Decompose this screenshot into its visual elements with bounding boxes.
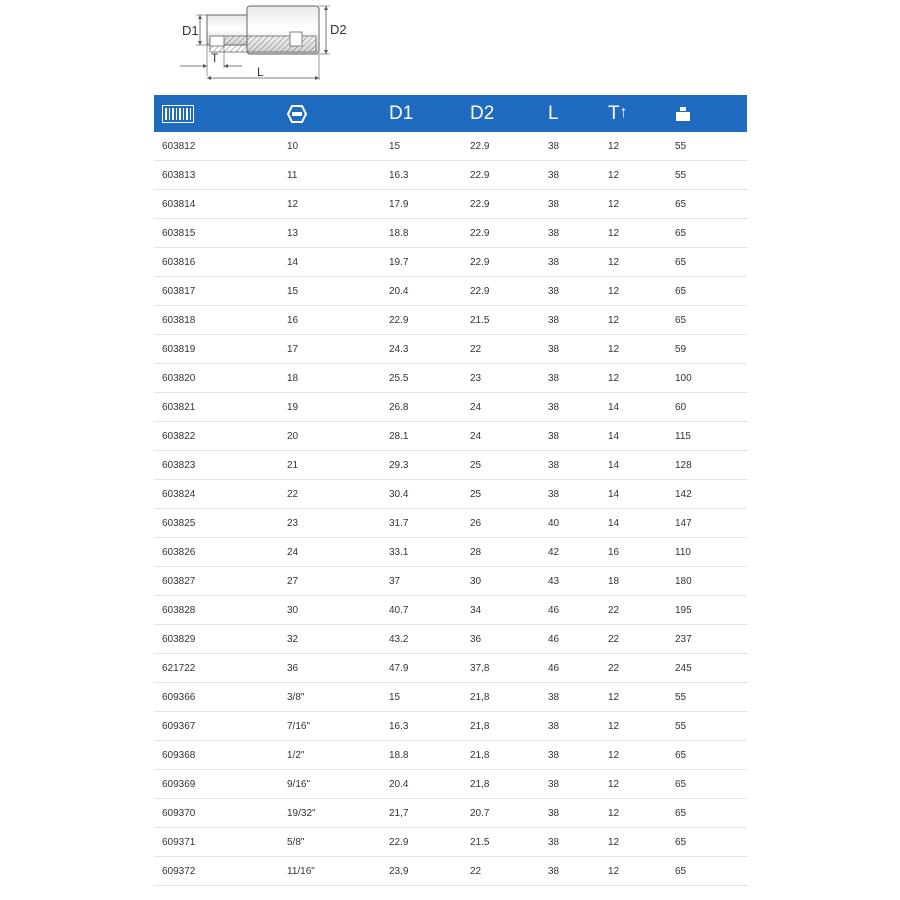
table-header-row [154,95,747,132]
barcode-icon [162,105,279,123]
size-cell: 23 [279,509,381,538]
table-row [154,132,747,161]
code-cell: 603812 [154,132,279,161]
size-cell: 13 [279,219,381,248]
table-row [154,509,747,538]
d2-cell: 21,8 [462,770,540,799]
l-cell: 38 [540,770,600,799]
t-cell: 12 [600,857,667,886]
code-cell: 603820 [154,364,279,393]
size-cell: 14 [279,248,381,277]
weight-cell: 110 [667,538,747,567]
t-cell: 14 [600,509,667,538]
d1-cell: 30.4 [381,480,462,509]
d2-cell: 22.9 [462,277,540,306]
t-cell: 12 [600,306,667,335]
table-row [154,451,747,480]
table-row [154,248,747,277]
size-cell: 5/8" [279,828,381,857]
t-cell: 12 [600,799,667,828]
l-cell: 38 [540,480,600,509]
weight-cell: 65 [667,857,747,886]
t-cell: 12 [600,712,667,741]
d2-cell: 28 [462,538,540,567]
d1-cell: 24.3 [381,335,462,364]
t-cell: 16 [600,538,667,567]
t-cell: 14 [600,451,667,480]
d1-cell: 20.4 [381,770,462,799]
l-cell: 46 [540,654,600,683]
column-header-l: L [540,95,600,132]
l-cell: 40 [540,509,600,538]
t-cell: 12 [600,770,667,799]
d2-dimension-label: D2 [330,22,347,37]
weight-cell: 180 [667,567,747,596]
weight-cell: 142 [667,480,747,509]
code-cell: 609368 [154,741,279,770]
l-cell: 38 [540,219,600,248]
t-cell: 14 [600,422,667,451]
code-cell: 609370 [154,799,279,828]
l-cell: 38 [540,451,600,480]
table-row [154,683,747,712]
code-cell: 603818 [154,306,279,335]
weight-cell: 59 [667,335,747,364]
column-header-size [279,95,381,132]
t-cell: 18 [600,567,667,596]
size-cell: 3/8" [279,683,381,712]
d2-cell: 37,8 [462,654,540,683]
code-cell: 603817 [154,277,279,306]
t-cell: 12 [600,132,667,161]
d2-cell: 22.9 [462,161,540,190]
d1-cell: 31.7 [381,509,462,538]
code-cell: 609367 [154,712,279,741]
column-header-weight [667,95,747,132]
size-cell: 9/16" [279,770,381,799]
code-cell: 603825 [154,509,279,538]
d1-cell: 16.3 [381,161,462,190]
table-row [154,654,747,683]
size-cell: 7/16" [279,712,381,741]
d2-cell: 21.5 [462,828,540,857]
specification-table [154,95,747,886]
table-row [154,480,747,509]
table-row [154,625,747,654]
weight-cell: 55 [667,712,747,741]
d2-cell: 23 [462,364,540,393]
weight-cell: 60 [667,393,747,422]
socket-drawing [172,2,352,86]
weight-icon [675,106,747,122]
weight-cell: 65 [667,219,747,248]
code-cell: 603821 [154,393,279,422]
size-cell: 10 [279,132,381,161]
d1-cell: 15 [381,132,462,161]
column-header-d1: D1 [381,95,462,132]
d1-cell: 16.3 [381,712,462,741]
d1-cell: 28.1 [381,422,462,451]
d2-cell: 30 [462,567,540,596]
t-header-label: T [608,102,620,124]
l-cell: 43 [540,567,600,596]
size-cell: 19 [279,393,381,422]
d1-cell: 17.9 [381,190,462,219]
t-cell: 12 [600,190,667,219]
d1-dimension-label: D1 [182,23,199,38]
weight-cell: 65 [667,799,747,828]
table-row [154,190,747,219]
d2-cell: 24 [462,393,540,422]
code-cell: 609369 [154,770,279,799]
d1-cell: 25.5 [381,364,462,393]
table-row [154,712,747,741]
d2-cell: 25 [462,480,540,509]
code-cell: 621722 [154,654,279,683]
code-cell: 603828 [154,596,279,625]
code-cell: 603813 [154,161,279,190]
weight-cell: 65 [667,741,747,770]
t-dimension-label: T [211,51,219,65]
l-cell: 38 [540,335,600,364]
l-cell: 38 [540,161,600,190]
l-cell: 38 [540,393,600,422]
size-cell: 21 [279,451,381,480]
d1-cell: 19.7 [381,248,462,277]
l-cell: 46 [540,625,600,654]
d1-cell: 18.8 [381,219,462,248]
t-cell: 12 [600,335,667,364]
code-cell: 603814 [154,190,279,219]
weight-cell: 65 [667,248,747,277]
t-cell: 14 [600,393,667,422]
weight-cell: 65 [667,770,747,799]
size-cell: 18 [279,364,381,393]
d2-cell: 36 [462,625,540,654]
weight-cell: 195 [667,596,747,625]
t-cell: 12 [600,277,667,306]
d2-cell: 21.5 [462,306,540,335]
code-cell: 609366 [154,683,279,712]
d2-cell: 21,8 [462,683,540,712]
l-cell: 38 [540,683,600,712]
weight-cell: 147 [667,509,747,538]
t-cell: 12 [600,828,667,857]
code-cell: 609372 [154,857,279,886]
size-cell: 16 [279,306,381,335]
weight-cell: 115 [667,422,747,451]
d2-cell: 22 [462,335,540,364]
d2-cell: 21,8 [462,712,540,741]
d1-cell: 26.8 [381,393,462,422]
t-cell: 12 [600,161,667,190]
column-header-t [600,95,667,132]
code-cell: 603824 [154,480,279,509]
size-cell: 15 [279,277,381,306]
l-cell: 38 [540,857,600,886]
table-row [154,277,747,306]
l-cell: 38 [540,364,600,393]
d1-cell: 21,7 [381,799,462,828]
d1-cell: 47.9 [381,654,462,683]
t-cell: 22 [600,625,667,654]
code-cell: 603815 [154,219,279,248]
weight-cell: 55 [667,161,747,190]
t-cell: 12 [600,683,667,712]
l-cell: 46 [540,596,600,625]
t-cell: 14 [600,480,667,509]
size-cell: 24 [279,538,381,567]
d1-cell: 15 [381,683,462,712]
d1-cell: 43.2 [381,625,462,654]
d2-cell: 22 [462,857,540,886]
size-cell: 32 [279,625,381,654]
size-cell: 12 [279,190,381,219]
d1-cell: 37 [381,567,462,596]
t-cell: 12 [600,219,667,248]
table-row [154,422,747,451]
weight-cell: 55 [667,683,747,712]
table-row [154,857,747,886]
size-cell: 19/32" [279,799,381,828]
table-row [154,567,747,596]
d2-cell: 24 [462,422,540,451]
table-row [154,799,747,828]
code-cell: 609371 [154,828,279,857]
table-row [154,161,747,190]
d2-cell: 34 [462,596,540,625]
d1-cell: 33.1 [381,538,462,567]
l-cell: 38 [540,190,600,219]
l-cell: 38 [540,306,600,335]
weight-cell: 100 [667,364,747,393]
weight-cell: 65 [667,277,747,306]
l-cell: 38 [540,277,600,306]
t-cell: 22 [600,654,667,683]
weight-cell: 65 [667,190,747,219]
l-cell: 38 [540,741,600,770]
weight-cell: 55 [667,132,747,161]
table-row [154,364,747,393]
d2-cell: 22.9 [462,248,540,277]
weight-cell: 245 [667,654,747,683]
d1-cell: 29.3 [381,451,462,480]
table-row [154,219,747,248]
size-cell: 22 [279,480,381,509]
size-cell: 11 [279,161,381,190]
size-cell: 20 [279,422,381,451]
size-cell: 36 [279,654,381,683]
l-cell: 38 [540,248,600,277]
d2-cell: 22.9 [462,190,540,219]
t-cell: 12 [600,741,667,770]
socket-dimension-diagram [172,2,352,86]
t-cell: 22 [600,596,667,625]
l-cell: 38 [540,132,600,161]
hex-nut-icon [287,105,381,123]
l-dimension-label: L [257,65,264,79]
table-row [154,335,747,364]
code-cell: 603819 [154,335,279,364]
d2-cell: 21,8 [462,741,540,770]
code-cell: 603826 [154,538,279,567]
table-row [154,828,747,857]
table-row [154,741,747,770]
d1-cell: 23,9 [381,857,462,886]
d2-cell: 22.9 [462,219,540,248]
l-cell: 38 [540,422,600,451]
table-row [154,770,747,799]
table-row [154,538,747,567]
d1-cell: 22.9 [381,828,462,857]
code-cell: 603829 [154,625,279,654]
d1-cell: 20.4 [381,277,462,306]
l-cell: 38 [540,828,600,857]
weight-cell: 237 [667,625,747,654]
code-cell: 603823 [154,451,279,480]
d2-cell: 20.7 [462,799,540,828]
t-cell: 12 [600,364,667,393]
table-row [154,306,747,335]
table-row [154,596,747,625]
l-cell: 38 [540,712,600,741]
size-cell: 1/2" [279,741,381,770]
column-header-d2: D2 [462,95,540,132]
column-header-code [154,95,279,132]
table-row [154,393,747,422]
size-cell: 11/16" [279,857,381,886]
size-cell: 30 [279,596,381,625]
weight-cell: 65 [667,306,747,335]
l-cell: 38 [540,799,600,828]
weight-cell: 128 [667,451,747,480]
code-cell: 603816 [154,248,279,277]
up-arrow-icon: ↑ [619,103,628,121]
table-body [154,132,747,886]
d1-cell: 18.8 [381,741,462,770]
t-cell: 12 [600,248,667,277]
d2-cell: 25 [462,451,540,480]
weight-cell: 65 [667,828,747,857]
code-cell: 603822 [154,422,279,451]
d1-cell: 40.7 [381,596,462,625]
d2-cell: 22.9 [462,132,540,161]
size-cell: 27 [279,567,381,596]
size-cell: 17 [279,335,381,364]
d2-cell: 26 [462,509,540,538]
l-cell: 42 [540,538,600,567]
d1-cell: 22.9 [381,306,462,335]
code-cell: 603827 [154,567,279,596]
